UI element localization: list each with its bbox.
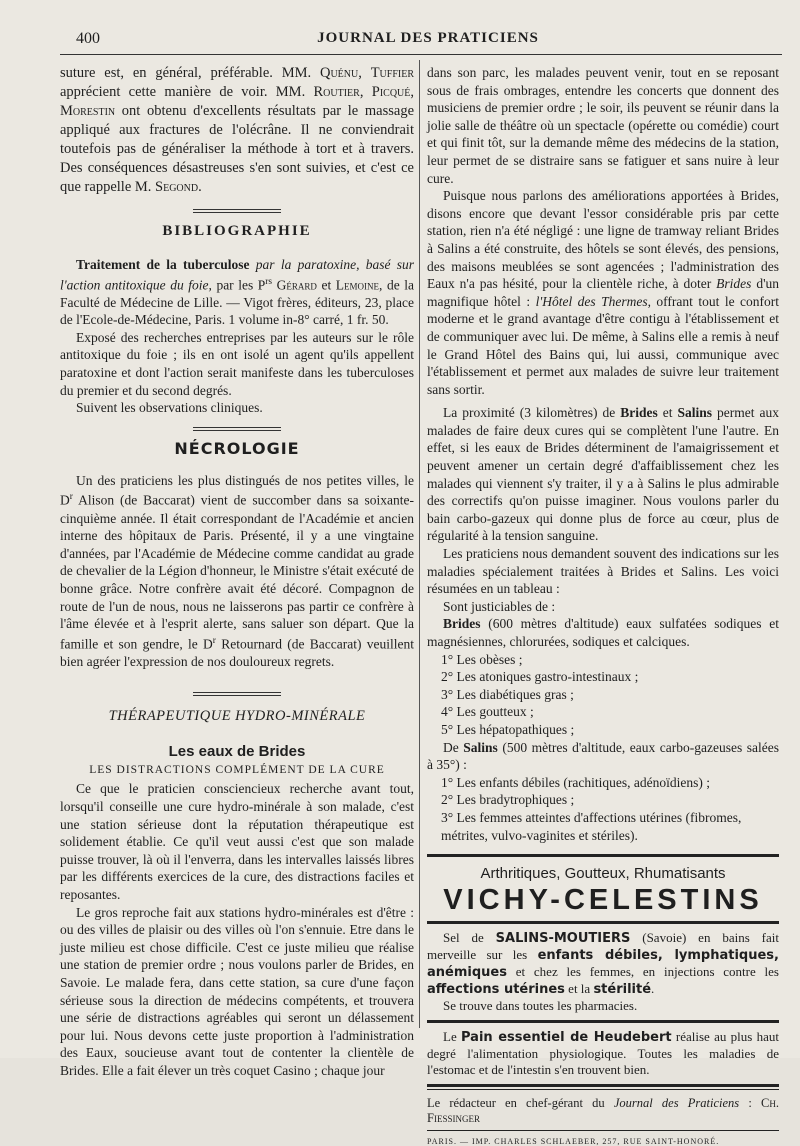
text-run: ,	[359, 84, 372, 100]
text-run: Le	[443, 1029, 461, 1045]
article-paragraph	[427, 404, 779, 545]
brides-list	[427, 651, 779, 739]
ad-pain-text	[427, 1029, 779, 1078]
footer-rule	[427, 1130, 779, 1131]
list-item: 2° Les bradytrophiques ;	[441, 792, 575, 808]
article-paragraph	[427, 187, 779, 398]
ad-vichy-title: VICHY-CELESTINS	[443, 884, 763, 917]
list-item: 1° Les obèses ;	[441, 651, 523, 667]
page-header	[76, 30, 780, 50]
hydro-heading: THÉRAPEUTIQUE HYDRO-MINÉRALE	[108, 708, 366, 725]
text-run: Routier	[313, 84, 360, 100]
text-run: .	[651, 981, 655, 997]
text-run: et chez les femmes, en injections contre les	[506, 964, 779, 980]
footer-redacteur	[427, 1096, 779, 1126]
list-item: 3° Les diabétiques gras ;	[441, 686, 574, 702]
text-run: Quénu	[319, 65, 359, 81]
text-run: , de la Faculté de Médecine de Lille. — Vigot frères, éditeurs, 23, place de l'Ecole-de-Médecine, Paris. 1 volume in-8° carré, 1 fr. 50.	[60, 277, 414, 328]
section-rule	[193, 427, 281, 431]
justiciables-label: Sont justiciables de :	[443, 598, 556, 614]
text-run: La proximité (3 kilomètres) de	[443, 405, 621, 421]
text-run: ,	[358, 65, 371, 81]
text-run: Lemoine	[335, 277, 380, 293]
list-item: 2° Les atoniques gastro-intestinaux ;	[441, 669, 639, 685]
text-run: suture est, en général, préférable. MM.	[60, 65, 320, 81]
text-run: Ch. Fiessinger	[427, 1096, 779, 1126]
text-run: Journal des Praticiens	[613, 1096, 740, 1111]
brides-intro	[427, 615, 779, 650]
article-subtitle: LES DISTRACTIONS COMPLÉMENT DE LA CURE	[89, 764, 385, 777]
text-run: et	[316, 277, 336, 293]
text-run: l'Hôtel des Thermes	[535, 293, 648, 309]
footer-printer: PARIS. — IMP. CHARLES SCHLAEBER, 257, RUE SAINT-HONORÉ.	[427, 1137, 720, 1146]
text-run: Salins	[463, 739, 498, 755]
text-run: (Savoie) en bains fait merveille sur les	[427, 930, 779, 963]
salins-list	[427, 774, 779, 844]
text-run: ,	[410, 84, 414, 100]
intro-paragraph	[60, 64, 414, 197]
text-run: par la paratoxine, basé sur l'action antitoxique du foie,	[60, 257, 414, 293]
list-item: 5° Les hépatopathiques ;	[441, 721, 575, 737]
ad-rule	[427, 854, 779, 857]
text-run: Un des praticiens les plus distingués de nos petites villes, le D	[60, 472, 414, 508]
text-run: Brides	[620, 405, 658, 421]
ad-rule	[427, 1089, 779, 1090]
text-run: r	[69, 492, 73, 503]
text-run: réalise au plus haut degré l'alimentation physiologique. Toutes les maladies de l'estomac et de l'intestin s'en trouvent bien.	[427, 1029, 779, 1078]
article-paragraph: Ce que le praticien consciencieux recherche avant tout, lorsqu'il conseille une cure hydro-minérale à son malade, c'est une station sérieuse dont la réputation thérapeutique est solidement établie. Ce qu'il veut aussi c'est que son malade puisse trouver, là où il l'enverra, dans les intervalles laissés libres par les différents exercices de la cure, des distractions faciles et reposantes.	[60, 781, 414, 902]
text-run: Segond	[155, 179, 199, 195]
text-run: Sel de	[443, 930, 496, 946]
list-item: 4° Les goutteux ;	[441, 704, 534, 720]
necrologie-paragraph	[60, 472, 414, 671]
text-run: et la	[564, 981, 594, 997]
advertisement-block	[427, 854, 779, 1146]
section-rule	[193, 209, 281, 213]
ad-salins-pharmacies: Se trouve dans toutes les pharmacies.	[443, 998, 638, 1014]
text-run: Traitement de la tuberculose	[76, 257, 250, 272]
text-run: Alison (de Baccarat) vient de succomber dans sa soixante-cinquième année. Il était correspondant de l'Académie et ancien interne des hôpitaux de Paris. Présenté, il y a une vingtaine d'années, par l'Académie de Médecine comme candidat au grade de chevalier de la Légion d'honneur, le Ministre s'était exécuté de bonne grâce. Notre confrère avait été décoré. Compagnon de route de l'un de nous, nous ne laisserons pas partir ce confrère à l'âme élevée et à l'esprit alerte, sans saluer son départ. Que la famille et son gendre, le D	[60, 492, 414, 652]
article-continued: dans son parc, les malades peuvent venir, tout en se reposant sous de frais ombrages, entendre les concerts que donnent des musiciens de premier ordre ; le soir, ils peuvent se réunir dans la jolie salle de théâtre où un spectacle (opérette ou comédie) court et qui finit tôt, sur la demande même des médecins de la station, leur permet de se distraire sans se fatiguer et sans nuire à leur cure.	[427, 65, 779, 186]
necrologie-heading: NÉCROLOGIE	[174, 438, 300, 458]
text-run: De	[443, 739, 464, 755]
text-run: Puisque nous parlons des améliorations apportées à Brides, disons encore que devant l'essor considérable pris par cette station, rien n'a été négligé : une ligne de tramway reliant Brides à Salins a été construite, des hôtels se sont élevés, des pensions, des maisons meublées se sont agencées ; l'administration des Eaux n'a pas hésité, pour la clientèle riche, à doter	[427, 188, 779, 292]
list-item: 1° Les enfants débiles (rachitiques, adénoïdiens) ;	[441, 774, 710, 790]
text-run: et	[657, 405, 678, 421]
text-run: , offrant tout le confort moderne et le grand avantage d'être contigu à l'établissement et de communiquer avec lui. De même, à Salins elle a remis à neuf le Grand Hôtel des Bains qui, lui aussi, communique avec l'établissement et permet aux malades de suivre leur traitement sans sortir.	[427, 293, 779, 397]
biblio-entry	[60, 256, 414, 329]
bibliographie-heading: BIBLIOGRAPHIE	[162, 223, 312, 239]
text-run: :	[739, 1096, 762, 1111]
text-run: affections utérines	[427, 982, 565, 998]
header-rule	[60, 54, 782, 55]
text-run: Tuffier	[370, 65, 415, 81]
column-divider	[419, 60, 420, 1028]
article-title: Les eaux de Brides	[168, 743, 306, 761]
biblio-summary: Exposé des recherches entreprises par les auteurs sur le rôle antitoxique du foie ; ils en ont isolé un agent qu'ils appellent paratoxine et dont l'action serait manifeste dans les tuberculoses du premier et du second degrés.	[60, 329, 414, 398]
text-run: Retournard (de Baccarat) veuillent bien agréer l'expression de nos douloureux regrets.	[60, 636, 415, 669]
page-number: 400	[76, 30, 100, 47]
text-run: Brides	[716, 276, 752, 292]
text-run: Brides	[443, 616, 481, 632]
left-column	[60, 64, 414, 1079]
text-run: permet aux malades de faire deux cures qui se complètent l'une l'autre. En effet, si les eaux de Brides déterminent de l'amaigrissement et peuvent amener un certain degré d'affaiblissement chez les malades qui viennent s'y traiter, il y a à Salins le plus admirable des correctifs qu'on puisse imaginer. Nous voulons parler du bain carbo-gazeux qui donne plus de force au cœur, plus de régularité à la tension sanguine.	[427, 405, 779, 544]
text-run: Morestin	[60, 103, 116, 119]
text-run: r	[212, 635, 216, 646]
text-run: Le rédacteur en chef-gérant du	[427, 1096, 614, 1111]
salins-intro	[427, 739, 779, 774]
text-run: apprécient cette manière de voir. MM.	[60, 84, 314, 100]
text-run: stérilité	[593, 982, 652, 998]
text-run: par les P	[211, 277, 266, 293]
text-run: rs	[265, 276, 273, 287]
right-column	[427, 64, 779, 1146]
biblio-note: Suivent les observations cliniques.	[76, 400, 263, 416]
text-run: Salins	[677, 405, 713, 421]
text-run: (600 mètres d'altitude) eaux sulfatées sodiques et magnésiennes, chlorurées, sodiques et calciques.	[427, 616, 779, 649]
text-run: SALINS-MOUTIERS	[495, 931, 631, 947]
article-paragraph: Les praticiens nous demandent souvent des indications sur les maladies spécialement traitées à Brides et Salins. Les voici résumées en un tableau :	[427, 546, 779, 597]
list-item: 3° Les femmes atteintes d'affections utérines (fibromes, métrites, vulvo-vaginites et stériles).	[441, 809, 742, 843]
text-run: Gérard	[276, 277, 317, 293]
text-run: (500 mètres d'altitude, eaux carbo-gazeuses salées à 35°) :	[427, 739, 779, 773]
article-paragraph: Le gros reproche fait aux stations hydro-minérales est d'être : ou des villes de plaisir ou des villes où l'on s'ennuie. Etre dans le juste milieu est chose difficile. C'est ce juste milieu que réalise une station de premier ordre ; nous voulons parler de Brides, en Savoie. Le malade fera, dans cette station, sa cure d'une façon sérieuse sous la direction de médecins compétents, et trouvera une série de distractions agréables qui seront un délassement pour lui. Nous devons cette juste proportion à l'administration des Eaux, soucieuse avant tout de contenter la clientèle de Brides. Elle a fait élever un très coquet Casino ; chaque jour	[60, 904, 414, 1078]
section-rule	[193, 692, 281, 696]
text-run: .	[198, 179, 202, 195]
ad-salins-text	[427, 930, 779, 998]
text-run: ont obtenu d'excellents résultats par le massage appliqué aux fractures de l'olécrâne. Il ne conviendrait toutefois pas de généraliser la méthode à tort et à travers. Des conséquences désastreuses s'en sont suivies, et c'est ce que rappelle M.	[60, 103, 414, 195]
text-run: Pain essentiel de Heudebert	[461, 1030, 672, 1046]
ad-vichy-tagline: Arthritiques, Goutteux, Rhumatisants	[480, 865, 726, 883]
text-run: d'un magnifique hôtel :	[427, 276, 779, 309]
text-run: Picqué	[371, 84, 411, 100]
journal-title: JOURNAL DES PRATICIENS	[317, 30, 539, 46]
text-run: enfants débiles, lymphatiques, anémiques	[427, 948, 779, 981]
